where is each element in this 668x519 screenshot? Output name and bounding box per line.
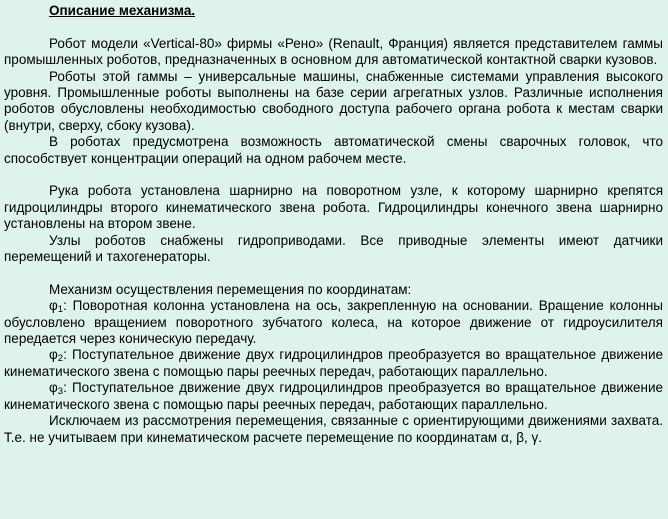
paragraph-hydraulic-drives: Узлы роботов снабжены гидроприводами. Все приводные элементы имеют датчики перемещений и тахогенераторы. [4, 232, 663, 265]
phi-subscript: 2 [57, 353, 64, 365]
paragraph-text: : Поворотная колонна установлена на ось, закрепленную на основании. Вращение колонны обусловлено вращением поворотного зубчатого колеса, на которое движение от гидроусилителя передается через коническую передачу. [4, 298, 663, 347]
paragraph-welding-heads: В роботах предусмотрена возможность автоматической смены сварочных головок, что способствует концентрации операций на одном рабочем месте. [4, 134, 663, 166]
blank-line [4, 265, 663, 281]
paragraph-robot-model: Робот модели «Vertical-80» фирмы «Рено» (Renault, Франция) является представителем гаммы промышленных роботов, предназначенных в основном для автоматической контактной сварки кузовов. [4, 35, 663, 68]
paragraph-text: : Поступательное движение двух гидроцилиндров преобразуется во вращательное движение кинематического звена с помощью пары реечных передач, работающих параллельно. [4, 347, 663, 379]
paragraph-exclusion: Исключаем из рассмотрения перемещения, связанные с ориентирующими движениями захвата. Т.е. не учитываем при кинематическом расчете перемещение по координатам α, β, γ. [4, 413, 663, 445]
blank-line [4, 19, 663, 35]
paragraph-robot-arm: Рука робота установлена шарнирно на поворотном узле, к которому шарнирно крепятся гидроцилиндры второго кинематического звена робота. Гидроцилиндры конечного звена шарнирно установлены на втором звене. [4, 183, 663, 232]
paragraph-phi1 [4, 298, 663, 347]
paragraph-phi3 [4, 380, 663, 413]
blank-line [4, 167, 663, 183]
page-title: Описание механизма. [49, 3, 196, 18]
paragraph-coordinates-intro: Механизм осуществления перемещения по координатам: [49, 281, 412, 297]
phi-symbol: φ [49, 298, 58, 314]
phi-symbol: φ [49, 380, 58, 396]
paragraph-text: : Поступательное движение двух гидроцилиндров преобразуется во вращательное движение кинематического звена с помощью пары реечных передач, работающих параллельно. [4, 380, 663, 412]
paragraph-phi2 [4, 347, 663, 380]
phi-symbol: φ [49, 347, 58, 363]
phi-subscript: 3 [57, 386, 64, 398]
paragraph-gamma-description: Роботы этой гаммы – универсальные машины, снабженные системами управления высокого уровня. Промышленные роботы выполнены на базе серии агрегатных узлов. Различные исполнения роботов обусловлены необходимостью свободного доступа рабочего органа робота к местам сварки (внутри, сверху, сбоку кузова). [4, 68, 663, 133]
phi-subscript: 1 [57, 304, 64, 316]
